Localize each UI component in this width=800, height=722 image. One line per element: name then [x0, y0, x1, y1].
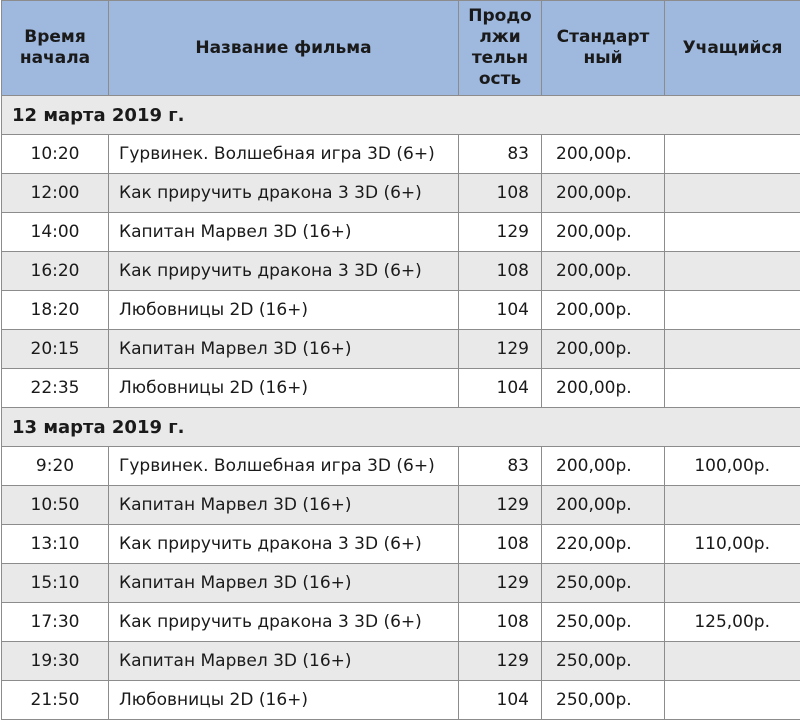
cell-student-price: [665, 330, 800, 369]
cell-standard-price: 200,00р.: [542, 330, 665, 369]
cell-student-price: [665, 642, 800, 681]
cell-title: Как приручить дракона 3 3D (6+): [109, 252, 459, 291]
cell-standard-price: 220,00р.: [542, 525, 665, 564]
column-header-student: Учащийся: [665, 1, 800, 96]
cell-time: 12:00: [2, 174, 109, 213]
table-row: [2, 603, 800, 642]
cell-time: 10:50: [2, 486, 109, 525]
cell-title: Гурвинек. Волшебная игра 3D (6+): [109, 135, 459, 174]
cell-title: Как приручить дракона 3 3D (6+): [109, 603, 459, 642]
cell-title: Гурвинек. Волшебная игра 3D (6+): [109, 447, 459, 486]
cell-duration: 108: [459, 525, 542, 564]
cell-standard-price: 250,00р.: [542, 642, 665, 681]
cell-title: Любовницы 2D (16+): [109, 681, 459, 720]
table-row: [2, 369, 800, 408]
cell-time: 22:35: [2, 369, 109, 408]
table-row: [2, 525, 800, 564]
table-row: [2, 330, 800, 369]
table-row: [2, 642, 800, 681]
cell-time: 10:20: [2, 135, 109, 174]
cell-duration: 108: [459, 174, 542, 213]
cell-duration: 129: [459, 486, 542, 525]
header-row: [2, 1, 800, 96]
cell-duration: 83: [459, 447, 542, 486]
cell-title: Любовницы 2D (16+): [109, 369, 459, 408]
cell-student-price: 110,00р.: [665, 525, 800, 564]
cell-duration: 104: [459, 369, 542, 408]
cell-student-price: [665, 486, 800, 525]
date-label: 13 марта 2019 г.: [2, 408, 800, 447]
cell-time: 15:10: [2, 564, 109, 603]
cell-standard-price: 200,00р.: [542, 369, 665, 408]
cell-student-price: [665, 252, 800, 291]
cell-title: Капитан Марвел 3D (16+): [109, 564, 459, 603]
cell-student-price: [665, 681, 800, 720]
cell-duration: 83: [459, 135, 542, 174]
cell-duration: 129: [459, 564, 542, 603]
cell-student-price: 125,00р.: [665, 603, 800, 642]
cell-time: 19:30: [2, 642, 109, 681]
cell-title: Капитан Марвел 3D (16+): [109, 213, 459, 252]
date-row: [2, 96, 800, 135]
cell-title: Капитан Марвел 3D (16+): [109, 330, 459, 369]
cell-time: 14:00: [2, 213, 109, 252]
cell-time: 20:15: [2, 330, 109, 369]
schedule-table: [1, 0, 800, 720]
cell-time: 17:30: [2, 603, 109, 642]
column-header-standard: Стандарт ный: [542, 1, 665, 96]
cell-time: 16:20: [2, 252, 109, 291]
date-row: [2, 408, 800, 447]
cell-student-price: [665, 564, 800, 603]
cell-standard-price: 200,00р.: [542, 174, 665, 213]
table-row: [2, 564, 800, 603]
cell-duration: 108: [459, 252, 542, 291]
table-row: [2, 447, 800, 486]
cell-time: 9:20: [2, 447, 109, 486]
cell-student-price: [665, 291, 800, 330]
cell-title: Капитан Марвел 3D (16+): [109, 486, 459, 525]
cell-duration: 108: [459, 603, 542, 642]
column-header-duration: Продо лжи тельн ость: [459, 1, 542, 96]
cell-student-price: [665, 174, 800, 213]
schedule-body: [2, 96, 800, 720]
cell-duration: 104: [459, 291, 542, 330]
cell-standard-price: 200,00р.: [542, 135, 665, 174]
cell-duration: 129: [459, 642, 542, 681]
cell-time: 21:50: [2, 681, 109, 720]
cell-standard-price: 250,00р.: [542, 564, 665, 603]
table-row: [2, 174, 800, 213]
cell-title: Капитан Марвел 3D (16+): [109, 642, 459, 681]
table-row: [2, 252, 800, 291]
cell-standard-price: 200,00р.: [542, 213, 665, 252]
column-header-title: Название фильма: [109, 1, 459, 96]
cell-student-price: [665, 213, 800, 252]
cell-title: Как приручить дракона 3 3D (6+): [109, 174, 459, 213]
cell-time: 13:10: [2, 525, 109, 564]
table-row: [2, 486, 800, 525]
cell-duration: 129: [459, 213, 542, 252]
table-row: [2, 291, 800, 330]
column-header-time: Время начала: [2, 1, 109, 96]
cell-standard-price: 250,00р.: [542, 681, 665, 720]
cell-title: Как приручить дракона 3 3D (6+): [109, 525, 459, 564]
date-label: 12 марта 2019 г.: [2, 96, 800, 135]
table-row: [2, 135, 800, 174]
cell-standard-price: 250,00р.: [542, 603, 665, 642]
cell-duration: 129: [459, 330, 542, 369]
cell-student-price: 100,00р.: [665, 447, 800, 486]
table-row: [2, 213, 800, 252]
cell-title: Любовницы 2D (16+): [109, 291, 459, 330]
table-row: [2, 681, 800, 720]
cell-standard-price: 200,00р.: [542, 486, 665, 525]
cell-time: 18:20: [2, 291, 109, 330]
cell-standard-price: 200,00р.: [542, 447, 665, 486]
cell-standard-price: 200,00р.: [542, 252, 665, 291]
cell-duration: 104: [459, 681, 542, 720]
cell-student-price: [665, 135, 800, 174]
cell-student-price: [665, 369, 800, 408]
cell-standard-price: 200,00р.: [542, 291, 665, 330]
